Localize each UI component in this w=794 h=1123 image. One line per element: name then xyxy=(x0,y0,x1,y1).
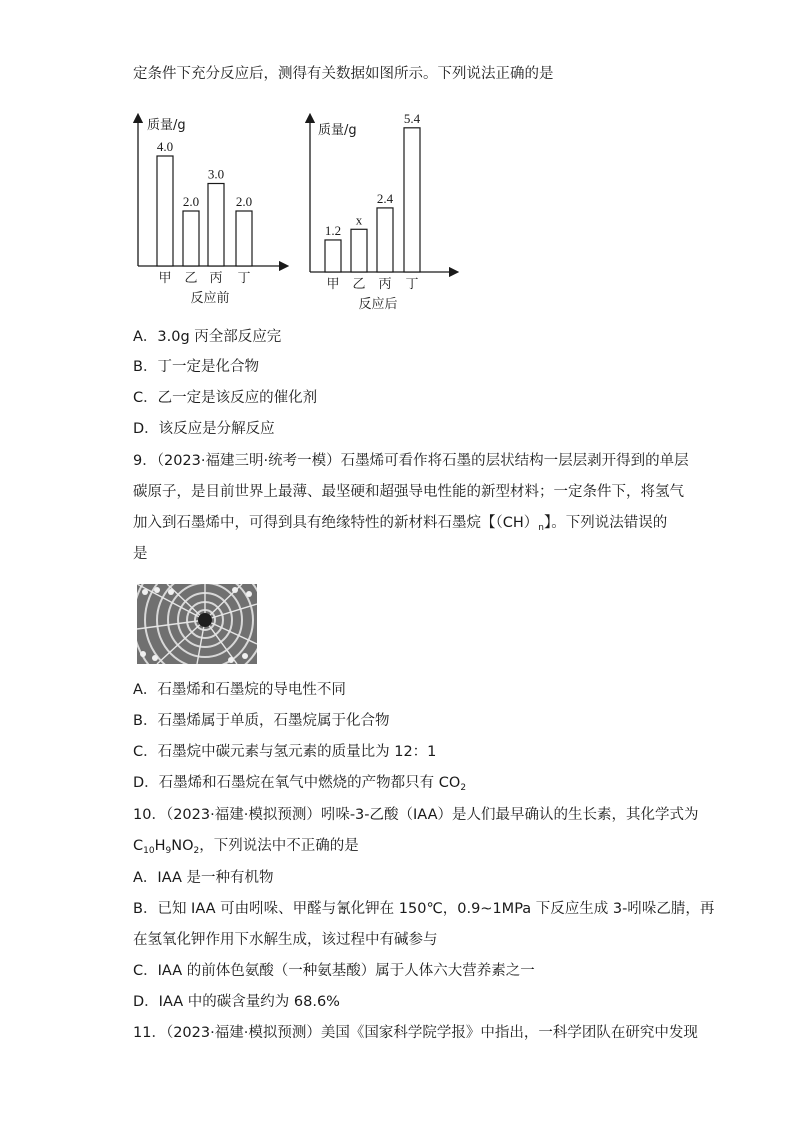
x-axis-title: 反应后 xyxy=(358,297,398,312)
formula-c-sub: 10 xyxy=(143,846,155,856)
formula-o-sub: 2 xyxy=(193,846,200,856)
data-label: 3.0 xyxy=(207,166,225,182)
bar-丙 xyxy=(377,208,393,272)
q10-stem-2 xyxy=(133,836,359,861)
category-label: 丁 xyxy=(237,271,251,286)
formula-h: H xyxy=(154,838,166,854)
q9-option-b: B．石墨烯属于单质，石墨烷属于化合物 xyxy=(133,713,390,729)
q9-option-d-text: D．石墨烯和石墨烷在氧气中燃烧的产物都只有 CO xyxy=(133,775,461,791)
q10-option-b-1: B．已知 IAA 可由吲哚、甲醛与氰化钾在 150℃，0.9~1MPa 下反应生成 3-吲哚乙腈，再 xyxy=(133,901,715,917)
formula-no: NO xyxy=(171,838,194,854)
y-axis-label: 质量/g xyxy=(318,123,357,138)
x-axis-title: 反应前 xyxy=(190,291,230,306)
category-label: 甲 xyxy=(326,277,340,292)
q10-option-b-2: 在氢氧化钾作用下水解生成，该过程中有碱参与 xyxy=(133,932,438,948)
q9-option-c: C．石墨烷中碳元素与氢元素的质量比为 12：1 xyxy=(133,744,437,760)
data-label: 1.2 xyxy=(324,222,342,238)
q11-stem-1: 11．（2023·福建·模拟预测）美国《国家科学院学报》中指出，一科学团队在研究中发现 xyxy=(133,1025,698,1041)
q9-option-a: A．石墨烯和石墨烷的导电性不同 xyxy=(133,682,346,698)
formula-c: C xyxy=(133,838,144,854)
q8-option-b: B．丁一定是化合物 xyxy=(133,359,259,375)
category-label: 丙 xyxy=(209,271,223,286)
q9-stem-1: 9．（2023·福建三明·统考一模）石墨烯可看作将石墨的层状结构一层层剥开得到的单层 xyxy=(133,453,689,469)
data-label: 2.0 xyxy=(182,194,200,209)
q10-option-c: C．IAA 的前体色氨酸（一种氨基酸）属于人体六大营养素之一 xyxy=(133,963,535,979)
category-label: 乙 xyxy=(352,277,366,292)
bar-乙 xyxy=(351,229,367,272)
chart-after xyxy=(310,111,454,312)
data-label: 2.0 xyxy=(235,194,253,209)
bar-charts xyxy=(0,100,794,420)
formula-h-sub: 9 xyxy=(165,846,172,856)
graphene-image xyxy=(137,584,257,664)
q9-stem-4: 是 xyxy=(133,546,148,562)
q9-stem-2: 碳原子，是目前世界上最薄、最坚硬和超强导电性能的新型材料；一定条件下，将氢气 xyxy=(133,484,684,500)
bar-甲 xyxy=(157,156,173,266)
q8-option-a: A．3.0g 丙全部反应完 xyxy=(133,329,282,345)
bar-丙 xyxy=(208,184,224,267)
data-label: 2.4 xyxy=(376,190,394,206)
category-label: 乙 xyxy=(184,271,198,286)
q9-stem-3-post: 】。下列说法错误的 xyxy=(544,515,668,531)
category-label: 丙 xyxy=(378,277,392,292)
bar-甲 xyxy=(325,240,341,272)
bar-丁 xyxy=(404,128,420,272)
data-label: x xyxy=(355,212,363,228)
category-label: 甲 xyxy=(158,271,172,286)
q10-option-d: D．IAA 中的碳含量约为 68.6% xyxy=(133,994,340,1010)
y-axis-label: 质量/g xyxy=(147,118,186,133)
category-label: 丁 xyxy=(405,277,419,292)
data-label: 4.0 xyxy=(156,139,174,154)
formula-subscript: n xyxy=(538,523,544,533)
bar-乙 xyxy=(183,211,199,266)
q9-option-d xyxy=(133,773,466,798)
q10-option-a: A．IAA 是一种有机物 xyxy=(133,870,274,886)
q9-stem-3 xyxy=(133,513,667,538)
bar-丁 xyxy=(236,211,252,266)
data-label: 5.4 xyxy=(403,110,421,126)
co2-subscript: 2 xyxy=(460,783,467,793)
q8-option-d: D．该反应是分解反应 xyxy=(133,421,275,437)
intro-line: 定条件下充分反应后，测得有关数据如图所示。下列说法正确的是 xyxy=(133,66,554,82)
q10-stem-2-tail: ，下列说法中不正确的是 xyxy=(199,838,359,854)
q10-stem-1: 10．（2023·福建·模拟预测）吲哚-3-乙酸（IAA）是人们最早确认的生长素，其化学式为 xyxy=(133,807,699,823)
q8-option-c: C．乙一定是该反应的催化剂 xyxy=(133,390,318,406)
chart-before xyxy=(138,118,284,306)
q9-stem-3-pre: 加入到石墨烯中，可得到具有绝缘特性的新材料石墨烷【（CH） xyxy=(133,515,539,531)
